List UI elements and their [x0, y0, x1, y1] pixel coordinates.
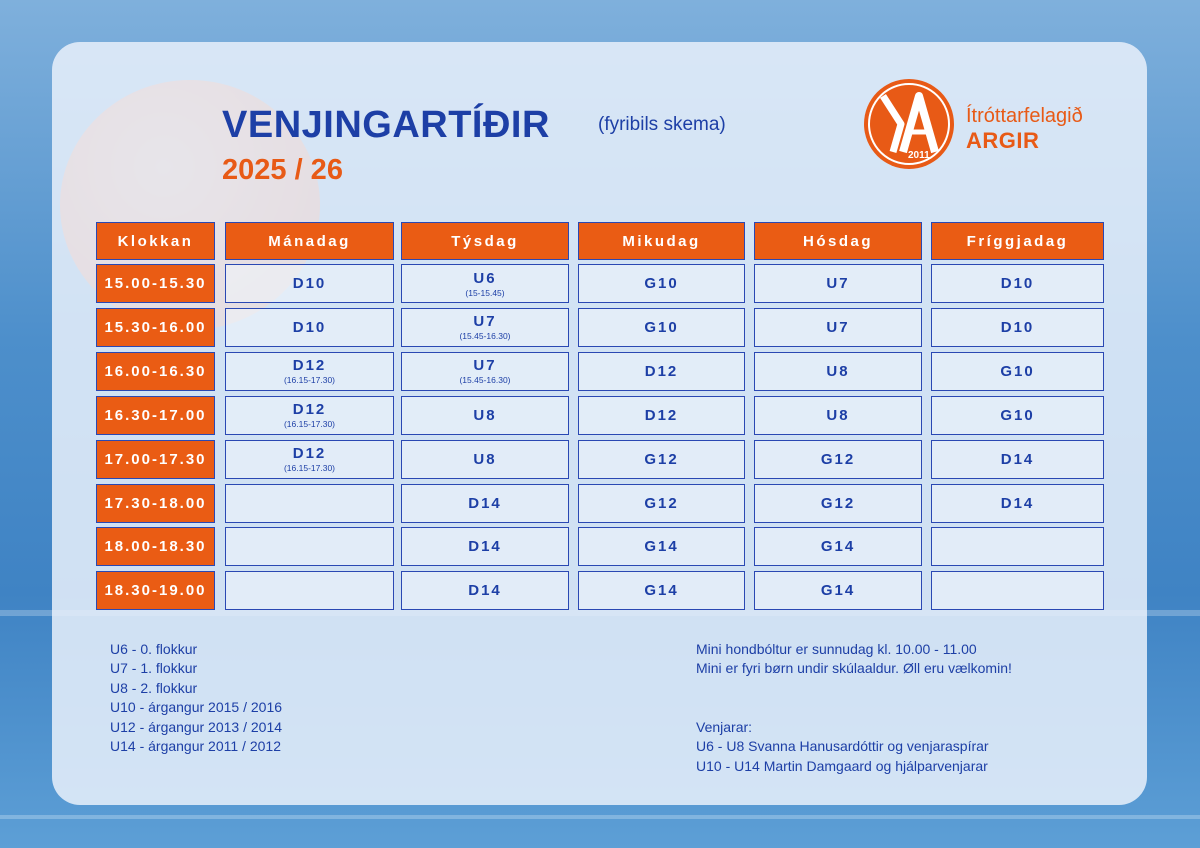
group-code: G12 — [644, 450, 679, 468]
group-code: U8 — [826, 362, 850, 380]
time-slot: 18.00-18.30 — [96, 527, 215, 566]
session-cell — [931, 396, 1104, 435]
session-cell — [401, 396, 569, 435]
session-cell — [578, 484, 745, 523]
time-slot: 15.00-15.30 — [96, 264, 215, 303]
court-line — [0, 815, 1200, 819]
group-code: G14 — [820, 538, 856, 556]
legend-item: U8 - 2. flokkur — [110, 679, 198, 696]
session-cell — [578, 308, 745, 347]
group-code: G14 — [820, 582, 856, 600]
group-code: U7 — [473, 313, 497, 331]
time-range: (15.45-16.30) — [459, 331, 511, 342]
session-cell — [578, 440, 745, 479]
session-cell — [401, 352, 569, 391]
group-code: U7 — [826, 275, 850, 292]
group-code: D12 — [644, 362, 679, 380]
session-cell — [401, 571, 569, 610]
session-cell — [401, 527, 569, 566]
column-header: Mánadag — [225, 222, 394, 260]
time-range: (15.45-16.30) — [459, 375, 511, 386]
club-name-bold: ARGIR — [966, 128, 1040, 153]
session-cell — [754, 571, 922, 610]
group-code: D12 — [292, 401, 327, 419]
info-line: Mini hondbóltur er sunnudag kl. 10.00 - 11.00 — [696, 641, 977, 657]
session-cell — [754, 484, 922, 523]
logo-year: 2011 — [908, 150, 930, 161]
coach-line: U10 - U14 Martin Damgaard og hjálparvenjarar — [696, 757, 988, 774]
session-cell — [931, 527, 1104, 566]
schedule-table — [96, 222, 1104, 612]
time-slot: 17.30-18.00 — [96, 484, 215, 523]
legend-item: U7 - 1. flokkur — [110, 660, 198, 677]
info-line: Mini er fyri børn undir skúlaaldur. Øll eru vælkomin! — [696, 660, 1012, 677]
group-code: U8 — [826, 406, 850, 424]
session-cell — [401, 308, 569, 347]
time-slot: 16.00-16.30 — [96, 352, 215, 391]
group-code: D12 — [292, 357, 327, 375]
session-cell — [401, 484, 569, 523]
session-cell — [754, 264, 922, 303]
mini-info — [696, 640, 1012, 679]
coaches-title: Venjarar: — [696, 718, 753, 735]
session-cell — [225, 440, 394, 479]
group-code: G10 — [1000, 362, 1035, 380]
group-code: G14 — [644, 582, 679, 600]
session-cell — [578, 571, 745, 610]
age-group-legend — [110, 640, 282, 756]
session-cell — [225, 264, 394, 303]
group-code: D14 — [468, 494, 502, 512]
session-cell — [225, 571, 394, 610]
time-slot: 18.30-19.00 — [96, 571, 215, 610]
group-code: D10 — [292, 275, 327, 292]
time-range: (16.15-17.30) — [283, 419, 336, 430]
page-title: VENJINGARTÍÐIR — [222, 104, 550, 146]
session-cell — [931, 352, 1104, 391]
group-code: U7 — [826, 318, 850, 336]
column-header: Hósdag — [754, 222, 922, 260]
session-cell — [931, 571, 1104, 610]
group-code: D14 — [468, 538, 502, 556]
time-range: (15-15.45) — [465, 287, 505, 298]
group-code: G10 — [644, 318, 679, 336]
group-code: D12 — [292, 445, 327, 463]
column-header: Klokkan — [96, 222, 215, 260]
session-cell — [578, 396, 745, 435]
session-cell — [754, 440, 922, 479]
session-cell — [754, 308, 922, 347]
info-block — [696, 640, 1012, 776]
group-code: G12 — [820, 494, 856, 512]
club-logo — [863, 78, 955, 170]
column-header: Fríggjadag — [931, 222, 1104, 260]
session-cell — [754, 352, 922, 391]
group-code: G12 — [644, 494, 679, 512]
session-cell — [225, 484, 394, 523]
legend-item: U14 - árgangur 2011 / 2012 — [110, 738, 281, 755]
club-name: Ítróttarfelagið — [966, 105, 1083, 127]
time-range: (16.15-17.30) — [283, 463, 336, 474]
legend-item: U10 - árgangur 2015 / 2016 — [110, 699, 283, 716]
column-header: Týsdag — [401, 222, 569, 260]
group-code: G14 — [644, 538, 679, 556]
session-cell — [931, 440, 1104, 479]
session-cell — [931, 308, 1104, 347]
group-code: G10 — [644, 275, 679, 292]
time-slot: 15.30-16.00 — [96, 308, 215, 347]
title-note: (fyribils skema) — [598, 114, 726, 135]
time-slot: 16.30-17.00 — [96, 396, 215, 435]
session-cell — [401, 440, 569, 479]
group-code: D10 — [1000, 275, 1035, 292]
group-code: U8 — [473, 450, 497, 468]
coaches-list — [696, 737, 1012, 776]
group-code: D12 — [644, 406, 679, 424]
column-header: Mikudag — [578, 222, 745, 260]
group-code: D14 — [468, 582, 502, 600]
group-code: G10 — [1000, 406, 1035, 424]
group-code: D10 — [292, 318, 327, 336]
session-cell — [931, 264, 1104, 303]
session-cell — [225, 527, 394, 566]
time-range: (16.15-17.30) — [283, 375, 336, 386]
season-year: 2025 / 26 — [222, 154, 343, 186]
session-cell — [578, 352, 745, 391]
group-code: G12 — [820, 450, 856, 468]
group-code: U6 — [473, 269, 497, 287]
group-code: D14 — [1000, 450, 1035, 468]
time-slot: 17.00-17.30 — [96, 440, 215, 479]
legend-item: U6 - 0. flokkur — [110, 641, 198, 657]
group-code: D14 — [1000, 494, 1035, 512]
session-cell — [225, 396, 394, 435]
legend-item: U12 - árgangur 2013 / 2014 — [110, 718, 283, 735]
session-cell — [754, 527, 922, 566]
coach-line: U6 - U8 Svanna Hanusardóttir og venjaraspírar — [696, 738, 989, 755]
session-cell — [578, 264, 745, 303]
session-cell — [401, 264, 569, 303]
group-code: U7 — [473, 357, 497, 375]
session-cell — [578, 527, 745, 566]
group-code: D10 — [1000, 318, 1035, 336]
session-cell — [225, 352, 394, 391]
session-cell — [225, 308, 394, 347]
session-cell — [931, 484, 1104, 523]
group-code: U8 — [473, 406, 497, 424]
session-cell — [754, 396, 922, 435]
